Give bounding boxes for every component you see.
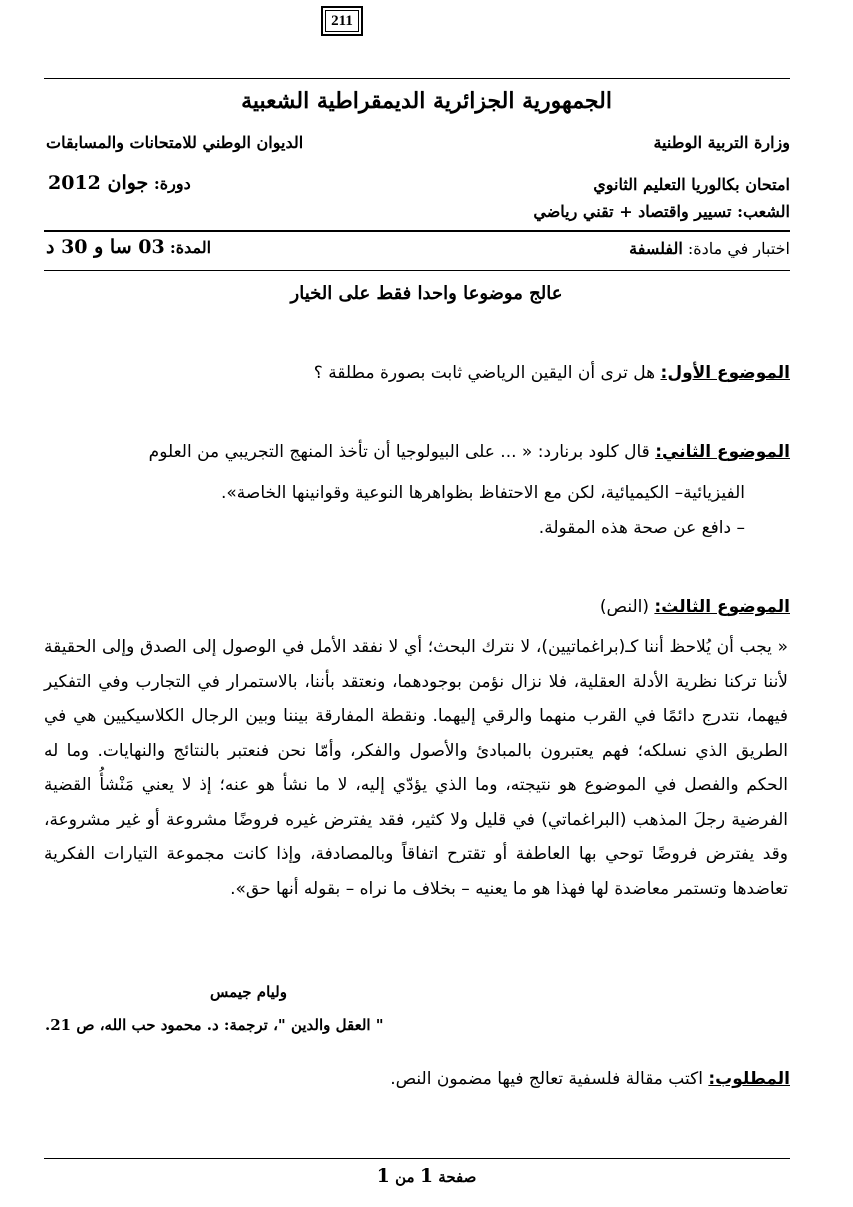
topic2-text-line2: الفيزيائية– الكيميائية، لكن مع الاحتفاظ بظواهرها النوعية وقوانينها الخاصة». [220,483,745,503]
republic-title: الجمهورية الجزائرية الديمقراطية الشعبية [241,88,612,114]
footer-rule [44,1158,790,1159]
session-info [48,172,191,194]
instruction: عالج موضوعا واحدا فقط على الخيار [290,283,563,304]
required [390,1069,790,1089]
passage-source: " العقل والدين "، ترجمة: د. محمود حب الله، ص 21. [45,1016,384,1034]
footer-total: 1 [376,1165,390,1187]
session-value: جوان 2012 [48,172,149,194]
required-label: المطلوب: [708,1069,790,1089]
subject-info [629,239,790,258]
footer-of: من [395,1168,415,1186]
session-label: دورة: [153,174,191,193]
footer-current: 1 [419,1165,434,1187]
topic3-passage [44,630,788,906]
topic1-text: هل ترى أن اليقين الرياضي ثابت بصورة مطلقة ؟ [313,363,656,383]
subject-rule [44,270,790,271]
page-code-box [321,6,363,36]
footer-label: صفحة [438,1168,477,1186]
branches-value: تسيير واقتصاد + تقني رياضي [533,202,732,221]
page-footer [0,1165,853,1187]
header-bottom-rule [44,230,790,232]
branches-label: الشعب: [737,202,790,221]
required-text: اكتب مقالة فلسفية تعالج فيها مضمون النص. [390,1069,703,1089]
ministry-name: وزارة التربية الوطنية [653,133,790,152]
topic2-line1 [149,442,790,462]
exam-name: امتحان بكالوريا التعليم الثانوي [593,175,790,194]
duration-value: 03 سا و 30 د [46,236,165,258]
topic3-label-suffix: (النص) [599,597,649,617]
page-code: 211 [331,12,353,29]
duration-info [46,236,211,258]
topic1 [314,363,790,383]
topic3-passage-text: « يجب أن يُلاحظ أننا كـ(براغماتيين)، لا نترك البحث؛ أي لا نفقد الأمل في الوصول إلى الصدق وإلى الحقيقة لأننا تركنا نظرية الأدلة العقلية، فلا نزال نؤمن بوجودهما، ونعتقد بأننا، بالاستمرار في التجارب وفي التفكير فيهما، نتدرج دائمًا في القرب منهما والرقي إليهما. ونقطة المفارقة بيننا وبين الرجال الكلاسيكيين هي في الطريق الذي نسلكه؛ فهم يعتبرون بالمبادئ والأصول والفكر، وأمّا نحن فنعتبر بالنتائج والنهايات. وما له الحكم والفصل في الموضوع هو نتيجته، وما الذي يؤدّي إليه، لا ما نشأ هو عنه؛ إذ لا يعني مَنْشأُ القضية الفرضية رجلَ المذهب (البراغماتي) في قليل ولا كثير، فقد يفترض غيره فروضًا مشروعة أو غير مشروعة، وقد يفترض فروضًا توحي بها العاطفة أو تقترح اتفاقاً وبالمصادفة، وإذا كانت مجموعة التيارات الفكرية تعاضدها وتستمر معاضدة لها فهذا هو ما يعنيه – بخلاف ما نراه – بقوله أنها حق». [44,637,788,899]
subject-value: الفلسفة [629,239,683,258]
topic1-label: الموضوع الأول: [660,363,790,383]
header-top-rule [44,78,790,79]
topic2-text-line3: – دافع عن صحة هذه المقولة. [538,518,745,538]
duration-label: المدة: [169,238,212,257]
passage-author: وليام جيمس [209,983,287,1001]
office-name: الديوان الوطني للامتحانات والمسابقات [46,133,304,152]
topic3-heading [600,597,790,617]
topic2-label: الموضوع الثاني: [655,442,790,462]
topic2-text-line1: قال كلود برنارد: « ... على البيولوجيا أن تأخذ المنهج التجريبي من العلوم [148,442,650,462]
subject-label: اختبار في مادة: [687,239,790,258]
topic3-label: الموضوع الثالث: [654,597,790,617]
branches-info [533,202,790,221]
